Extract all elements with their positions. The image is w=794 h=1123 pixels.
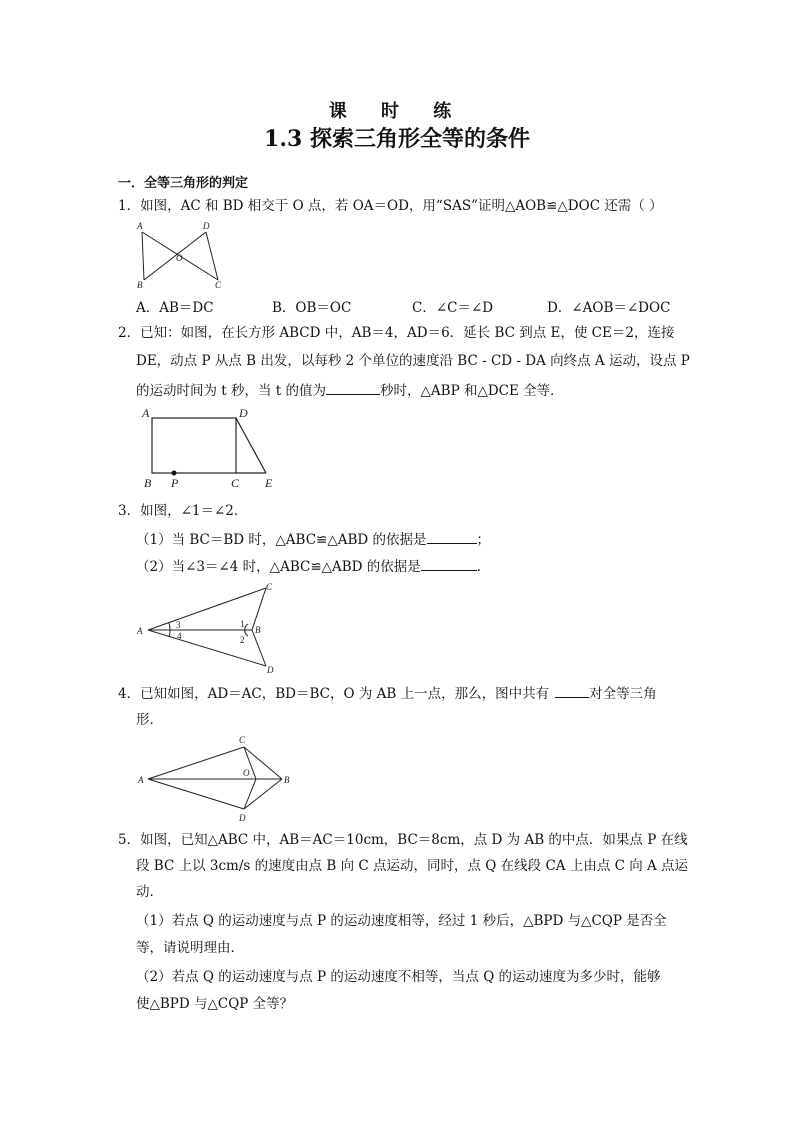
q3-sub-1-text: （1）当 BC＝BD 时，△ABC≌△ABD 的依据是 bbox=[136, 532, 427, 548]
q2-label-a: A bbox=[142, 406, 150, 420]
q1-label-a: A bbox=[137, 221, 143, 231]
q4-label-o: O bbox=[243, 768, 250, 778]
q5-sub-2-line-2: 使△BPD 与△CQP 全等？ bbox=[136, 996, 294, 1012]
q5-line-3: 动． bbox=[136, 884, 163, 900]
q4-label-b: B bbox=[284, 775, 290, 785]
q3-line-bc bbox=[252, 588, 266, 630]
q2-line-3-text-b: 秒时，△ABP 和△DCE 全等． bbox=[380, 383, 564, 399]
q5-line-2: 段 BC 上以 3cm/s 的速度由点 B 向 C 点运动，同时，点 Q 在线段 CA 上由点 C 向 A 点运 bbox=[136, 858, 689, 874]
q3-angle-mark-3 bbox=[169, 623, 170, 630]
q1-option-c: C．∠C＝∠D bbox=[412, 300, 494, 316]
q2-line-de bbox=[236, 418, 266, 473]
q2-label-c: C bbox=[231, 476, 240, 490]
q4-label-c: C bbox=[239, 735, 246, 745]
q2-line-1: 2．已知：如图，在长方形 ABCD 中，AB＝4，AD＝6．延长 BC 到点 E，使 CE＝2，连接 bbox=[118, 325, 675, 341]
q3-sub-1 bbox=[136, 529, 490, 549]
q2-label-e: E bbox=[265, 476, 273, 490]
q2-line-3 bbox=[136, 380, 564, 400]
q3-label-4: 4 bbox=[177, 631, 182, 641]
q2-figure bbox=[138, 402, 284, 492]
q4-line-1 bbox=[118, 683, 657, 703]
q3-label-2: 2 bbox=[240, 635, 245, 645]
q3-label-c: C bbox=[266, 582, 273, 592]
q2-label-p: P bbox=[171, 476, 179, 490]
q4-line-ac bbox=[148, 747, 244, 779]
q2-line-3-text-a: 的运动时间为 t 秒，当 t 的值为 bbox=[136, 383, 327, 399]
page-subtitle: 课 时 练 bbox=[328, 101, 466, 122]
q4-line-2: 形． bbox=[136, 712, 163, 728]
q3-sub-2-end: ． bbox=[476, 559, 491, 575]
q2-answer-blank[interactable] bbox=[326, 380, 380, 395]
q3-line-ad bbox=[148, 630, 266, 666]
q4-line-1-text-a: 4．已知如图，AD＝AC，BD＝BC，O 为 AB 上一点，那么，图中共有 bbox=[118, 686, 550, 702]
q4-line-ad bbox=[148, 779, 244, 809]
q3-label-b: B bbox=[255, 625, 261, 635]
q1-figure bbox=[132, 220, 232, 292]
q1-option-b: B．OB＝OC bbox=[272, 300, 352, 316]
q5-sub-1-line-1: （1）若点 Q 的运动速度与点 P 的运动速度相等，经过 1 秒后，△BPD 与△CQP 是否全 bbox=[136, 913, 667, 929]
q1-line-dc bbox=[206, 232, 218, 280]
q3-sub-2-text: （2）当∠3＝∠4 时，△ABC≌△ABD 的依据是 bbox=[136, 559, 421, 575]
q4-line-1-text-b: 对全等三角 bbox=[589, 686, 657, 702]
q2-label-d: D bbox=[239, 406, 248, 420]
page-title: 1.3 探索三角形全等的条件 bbox=[264, 126, 530, 152]
q3-sub-2 bbox=[136, 556, 490, 576]
q5-line-1: 5．如图，已知△ABC 中，AB＝AC＝10cm，BC＝8cm，点 D 为 AB 的中点．如果点 P 在线 bbox=[118, 832, 688, 848]
q4-answer-blank[interactable] bbox=[555, 683, 589, 698]
q3-answer-blank-2[interactable] bbox=[421, 556, 477, 571]
q3-label-3: 3 bbox=[176, 620, 181, 630]
q3-figure bbox=[136, 580, 286, 676]
q4-figure bbox=[136, 733, 296, 823]
q1-label-o: O bbox=[176, 253, 183, 263]
q3-label-d: D bbox=[267, 665, 274, 675]
q3-line-bd bbox=[252, 630, 266, 666]
q2-line-2: DE，动点 P 从点 B 出发，以每秒 2 个单位的速度沿 BC - CD - DA 向终点 A 运动，设点 P bbox=[136, 353, 690, 369]
q3-sub-1-end: ； bbox=[476, 532, 491, 548]
section-heading: 一．全等三角形的判定 bbox=[118, 176, 249, 191]
q3-line-ac bbox=[148, 588, 266, 630]
q1-option-a: A．AB＝DC bbox=[136, 300, 214, 316]
q1-line-ab bbox=[142, 232, 144, 280]
q5-sub-2-line-1: （2）若点 Q 的运动速度与点 P 的运动速度不相等，当点 Q 的运动速度为多少时，能够 bbox=[136, 969, 661, 985]
q3-answer-blank-1[interactable] bbox=[427, 529, 477, 544]
q1-option-d: D．∠AOB＝∠DOC bbox=[547, 300, 671, 316]
q3-angle-mark-4 bbox=[169, 630, 170, 637]
q1-label-c: C bbox=[215, 280, 222, 290]
q1-label-d: D bbox=[203, 221, 210, 231]
q1-stem: 1．如图，AC 和 BD 相交于 O 点，若 OA＝OD，用“SAS”证明△AOB≌△DOC 还需（ ） bbox=[118, 198, 663, 214]
q3-label-1: 1 bbox=[240, 619, 245, 629]
q3-stem: 3．如图，∠1＝∠2． bbox=[118, 503, 248, 519]
q4-label-d: D bbox=[239, 813, 246, 823]
q5-sub-1-line-2: 等，请说明理由． bbox=[136, 940, 244, 956]
q1-label-b: B bbox=[137, 280, 143, 290]
q4-label-a: A bbox=[138, 775, 144, 785]
q2-label-b: B bbox=[144, 476, 152, 490]
q2-rectangle bbox=[152, 418, 236, 473]
q2-point-p bbox=[172, 471, 177, 476]
q3-label-a: A bbox=[137, 626, 143, 636]
